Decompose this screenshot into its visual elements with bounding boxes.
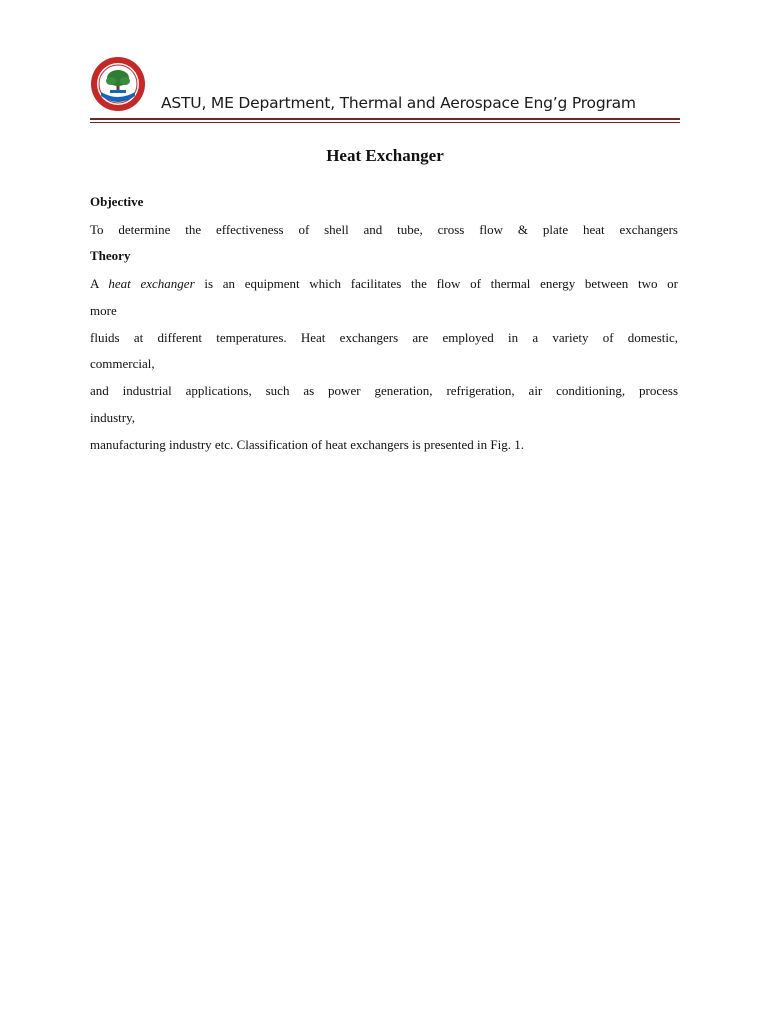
objective-heading: Objective [90,194,144,209]
theory-line-1 [90,275,678,292]
header-rule-thick [90,118,680,120]
theory-line-5: and industrial applications, such as power generation, refrigeration, air conditioning, process [90,383,678,398]
theory-line-1-rest: is an equipment which facilitates the flow of thermal energy between two or [194,276,678,291]
heat-exchanger-term: heat exchanger [108,276,195,291]
theory-line-1-prefix: A [90,276,109,291]
theory-line-3: fluids at different temperatures. Heat exchangers are employed in a variety of domestic, [90,330,678,345]
theory-heading: Theory [90,248,131,263]
university-logo-icon [90,56,146,112]
header-rule-thin [90,122,680,123]
theory-line-6: industry, [90,410,136,425]
theory-line-4: commercial, [90,356,155,371]
objective-text: To determine the effectiveness of shell and tube, cross flow & plate heat exchangers [90,222,678,237]
theory-line-7: manufacturing industry etc. Classification of heat exchangers is presented in Fig. 1. [90,437,524,452]
document-title: Heat Exchanger [326,146,444,165]
header-program-name: ASTU, ME Department, Thermal and Aerospace Eng’g Program [161,94,636,112]
theory-line-2: more [90,303,117,318]
